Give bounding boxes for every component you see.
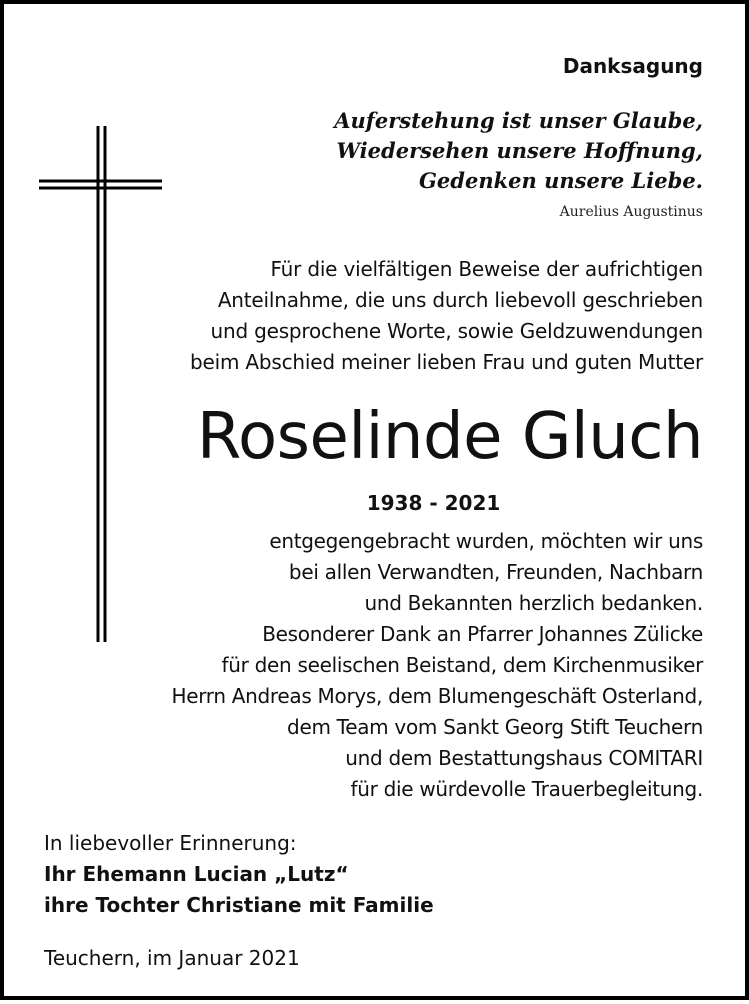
place-date: Teuchern, im Januar 2021 bbox=[44, 946, 300, 970]
deceased-name: Roselinde Gluch bbox=[196, 400, 703, 474]
intro-line: beim Abschied meiner lieben Frau und guten Mutter bbox=[190, 350, 703, 374]
closing bbox=[44, 828, 434, 921]
body-text bbox=[171, 526, 703, 805]
intro-text bbox=[190, 254, 703, 378]
signatory: ihre Tochter Christiane mit Familie bbox=[44, 893, 434, 917]
body-line: und Bekannten herzlich bedanken. bbox=[364, 591, 703, 615]
quote-line: Auferstehung ist unser Glaube, bbox=[334, 108, 703, 133]
intro-line: und gesprochene Worte, sowie Geldzuwendungen bbox=[210, 319, 703, 343]
quote-line: Gedenken unsere Liebe. bbox=[418, 168, 703, 193]
signatory: Ihr Ehemann Lucian „Lutz“ bbox=[44, 862, 349, 886]
intro-line: Anteilnahme, die uns durch liebevoll geschrieben bbox=[217, 288, 703, 312]
body-line: Besonderer Dank an Pfarrer Johannes Zülicke bbox=[262, 622, 703, 646]
body-line: bei allen Verwandten, Freunden, Nachbarn bbox=[288, 560, 703, 584]
body-line: für den seelischen Beistand, dem Kirchenmusiker bbox=[221, 653, 703, 677]
body-line: Herrn Andreas Morys, dem Blumengeschäft Osterland, bbox=[171, 684, 703, 708]
body-line: entgegengebracht wurden, möchten wir uns bbox=[269, 529, 703, 553]
quote-line: Wiedersehen unsere Hoffnung, bbox=[336, 138, 703, 163]
body-line: dem Team vom Sankt Georg Stift Teuchern bbox=[287, 715, 703, 739]
body-line: und dem Bestattungshaus COMITARI bbox=[345, 746, 703, 770]
quote-author: Aurelius Augustinus bbox=[559, 204, 703, 220]
quote bbox=[334, 106, 703, 196]
life-years: 1938 - 2021 bbox=[366, 491, 501, 515]
body-line: für die würdevolle Trauerbegleitung. bbox=[350, 777, 703, 801]
closing-intro: In liebevoller Erinnerung: bbox=[44, 831, 297, 855]
intro-line: Für die vielfältigen Beweise der aufrichtigen bbox=[270, 257, 703, 281]
heading: Danksagung bbox=[562, 54, 703, 78]
